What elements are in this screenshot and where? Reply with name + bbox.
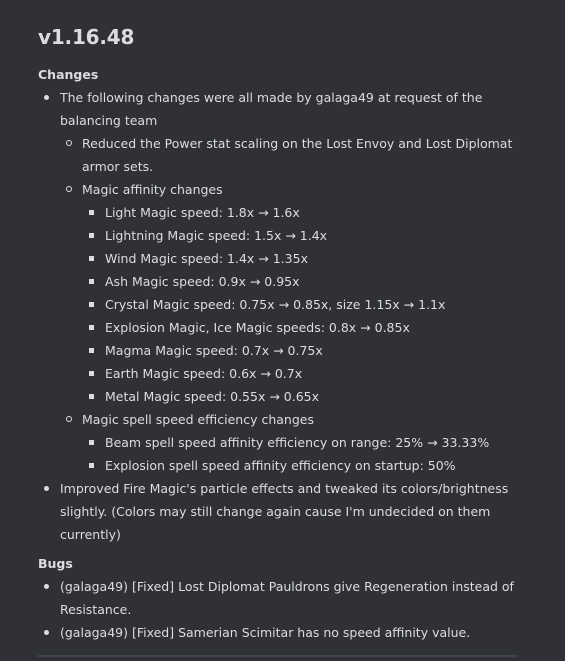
list-item [82, 431, 528, 454]
square-bullet-icon [89, 256, 94, 261]
list-item-text: The following changes were all made by galaga49 at request of the balancing team [60, 90, 483, 128]
list-item [82, 247, 528, 270]
changes-heading: Changes [38, 67, 99, 82]
list-item-text: Magma Magic speed: 0.7x → 0.75x [105, 343, 323, 358]
section-divider [38, 655, 518, 657]
list-item-text: Earth Magic speed: 0.6x → 0.7x [105, 366, 303, 381]
list-item [82, 339, 528, 362]
square-bullet-icon [89, 440, 94, 445]
list-item [38, 86, 528, 477]
square-bullet-icon [89, 302, 94, 307]
list-item-text: Lightning Magic speed: 1.5x → 1.4x [105, 228, 328, 243]
square-bullet-icon [89, 233, 94, 238]
list-item-text: Beam spell speed affinity efficiency on range: 25% → 33.33% [105, 435, 490, 450]
square-bullet-icon [89, 463, 94, 468]
changes-list [38, 86, 528, 546]
list-item [60, 132, 528, 178]
list-item [60, 408, 528, 477]
bullet-icon [44, 630, 49, 635]
bullet-icon [44, 584, 49, 589]
list-item-text: Crystal Magic speed: 0.75x → 0.85x, size 1.15x → 1.1x [105, 297, 446, 312]
list-item [82, 385, 528, 408]
list-item [82, 293, 528, 316]
list-item-text: Improved Fire Magic's particle effects and tweaked its colors/brightness slightly. (Colors may still change again cause I'm undecided on them currently) [60, 481, 509, 542]
square-bullet-icon [89, 348, 94, 353]
list-item [38, 621, 528, 644]
list-item [82, 270, 528, 293]
list-item [38, 575, 528, 621]
circle-bullet-icon [66, 186, 72, 192]
list-item [82, 224, 528, 247]
bugs-list [38, 575, 528, 644]
list-item-text: (galaga49) [Fixed] Samerian Scimitar has no speed affinity value. [60, 625, 471, 640]
list-item-text: Metal Magic speed: 0.55x → 0.65x [105, 389, 320, 404]
bullet-icon [44, 95, 49, 100]
bullet-icon [44, 486, 49, 491]
square-bullet-icon [89, 325, 94, 330]
list-item-text: Wind Magic speed: 1.4x → 1.35x [105, 251, 308, 266]
list-item-text: Ash Magic speed: 0.9x → 0.95x [105, 274, 300, 289]
list-item [82, 316, 528, 339]
list-item-text: Explosion spell speed affinity efficiency on startup: 50% [105, 458, 456, 473]
square-bullet-icon [89, 394, 94, 399]
list-item [60, 178, 528, 408]
sub-sub-list [82, 431, 528, 477]
sub-sub-list [82, 201, 528, 408]
list-item [82, 201, 528, 224]
version-title: v1.16.48 [38, 25, 135, 49]
sub-list [60, 132, 528, 477]
list-item-text: (galaga49) [Fixed] Lost Diplomat Pauldrons give Regeneration instead of Resistance. [60, 579, 514, 617]
list-item-text: Explosion Magic, Ice Magic speeds: 0.8x → 0.85x [105, 320, 410, 335]
circle-bullet-icon [66, 416, 72, 422]
patch-notes [38, 24, 528, 644]
list-item [82, 454, 528, 477]
square-bullet-icon [89, 210, 94, 215]
list-item-text: Magic affinity changes [82, 182, 223, 197]
bugs-heading: Bugs [38, 556, 73, 571]
square-bullet-icon [89, 371, 94, 376]
list-item [38, 477, 528, 546]
square-bullet-icon [89, 279, 94, 284]
list-item [82, 362, 528, 385]
list-item-text: Light Magic speed: 1.8x → 1.6x [105, 205, 300, 220]
circle-bullet-icon [66, 140, 72, 146]
list-item-text: Reduced the Power stat scaling on the Lost Envoy and Lost Diplomat armor sets. [82, 136, 513, 174]
list-item-text: Magic spell speed efficiency changes [82, 412, 314, 427]
